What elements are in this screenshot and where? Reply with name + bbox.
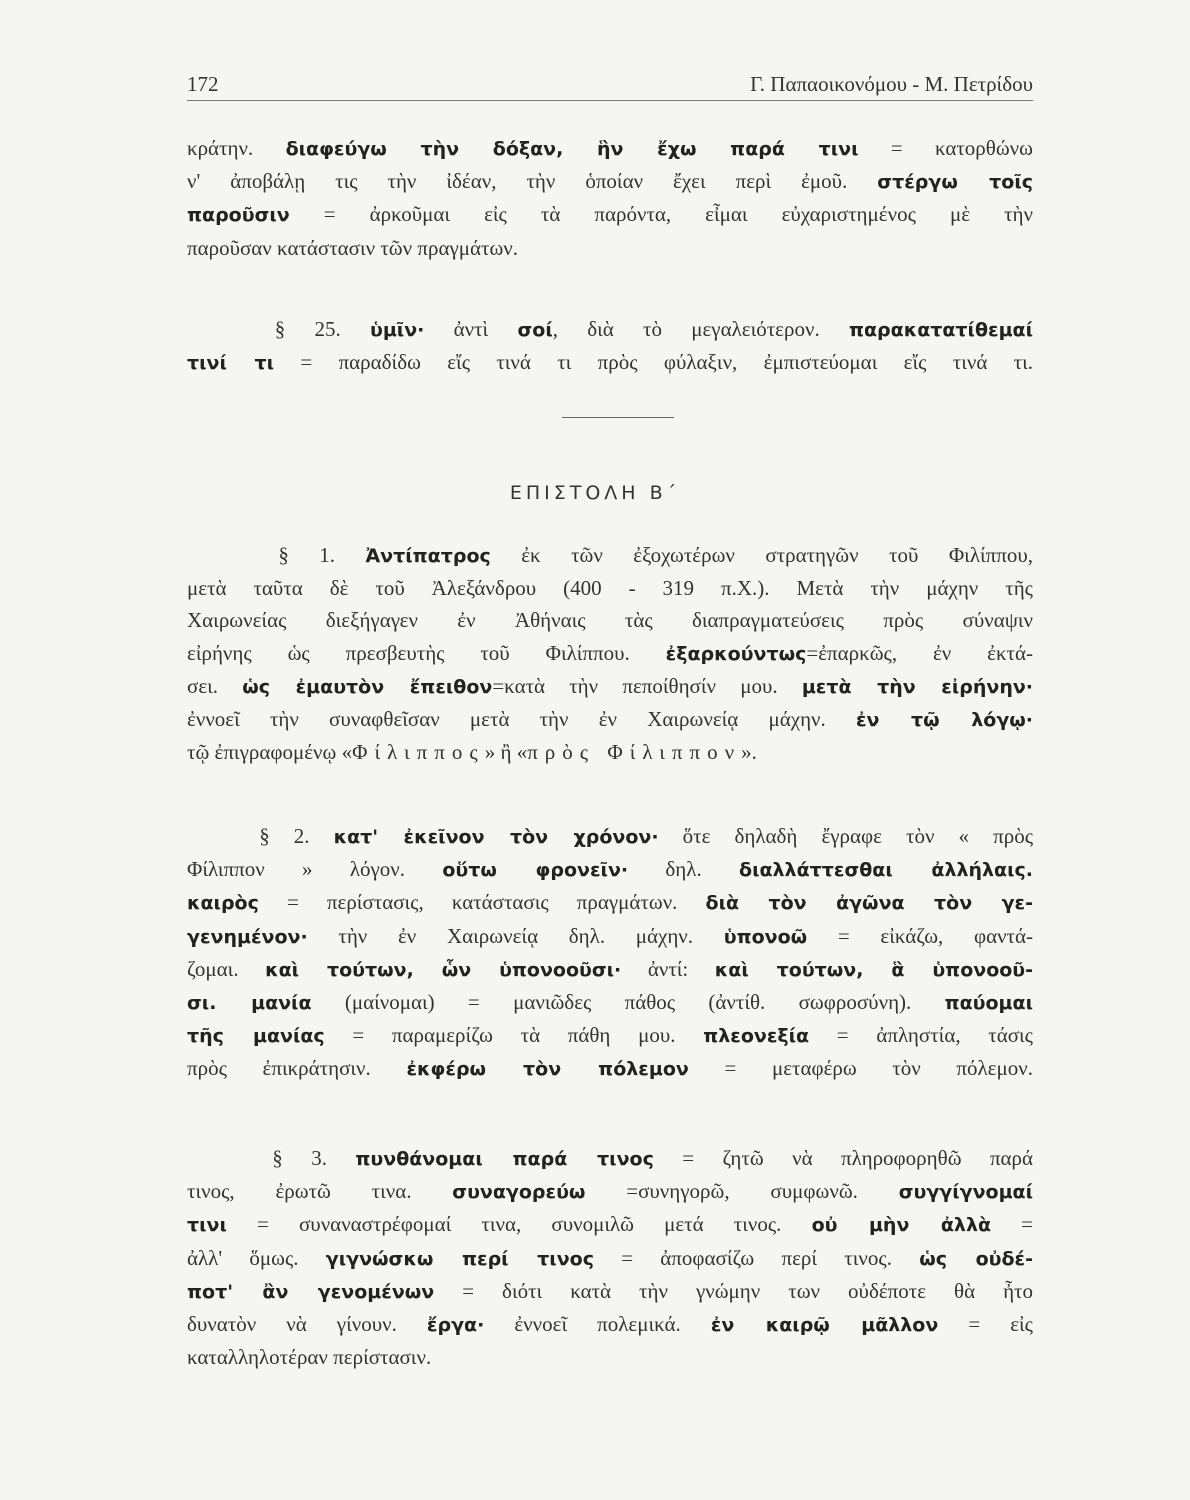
text-line: γενημένον· τὴν ἐν Χαιρωνείᾳ δηλ. μάχην. ὑπονοῶ = εἰκάζω, φαντά- — [187, 923, 1033, 948]
text-line: ν' ἀποβάλῃ τις τὴν ἰδέαν, τὴν ὁποίαν ἔχει περὶ ἐμοῦ. στέργω τοῖς — [187, 169, 1034, 194]
paragraph-1 — [187, 132, 1033, 264]
paragraph-5 — [187, 1142, 1033, 1373]
text-line: § 2. κατ' ἐκεῖνον τὸν χρόνον· ὅτε δηλαδὴ ἔγραφε τὸν « πρὸς — [259, 824, 1034, 848]
text-line: § 1. Ἀντίπατρος ἐκ τῶν ἐξοχωτέρων στρατηγῶν τοῦ Φιλίππου, — [278, 543, 1034, 567]
text-line: ποτ' ἂν γενομένων = διότι κατὰ τὴν γνώμην των οὐδέποτε θὰ ἦτο — [187, 1278, 1033, 1303]
text-line: πρὸς ἐπικράτησιν. ἐκφέρω τὸν πόλεμον = μεταφέρω τὸν πόλεμον. — [187, 1056, 1034, 1081]
text-line: τινι = συναναστρέφομαί τινα, συνομιλῶ μετά τινος. οὐ μὴν ἀλλὰ = — [187, 1212, 1034, 1237]
text-line: δυνατὸν νὰ γίνουν. ἔργα· ἐννοεῖ πολεμικά. ἐν καιρῷ μᾶλλον = εἰς — [187, 1312, 1033, 1337]
text-line: ζομαι. καὶ τούτων, ὧν ὑπονοοῦσι· ἀντί: καὶ τούτων, ἃ ὑπονοοῦ- — [187, 956, 1034, 981]
text-line: ἀλλ' ὅμως. γιγνώσκω περί τινος = ἀποφασίζω περί τινος. ὡς οὐδέ- — [187, 1245, 1033, 1270]
text-line: μετὰ ταῦτα δὲ τοῦ Ἀλεξάνδρου (400 - 319 π.Χ.). Μετὰ τὴν μάχην τῆς — [187, 576, 1033, 601]
text-line: παροῦσαν κατάστασιν τῶν πραγμάτων. — [187, 235, 519, 260]
text-line: τῷ ἐπιγραφομένῳ «Φίλιππος» ἢ «πρὸς Φίλιππον». — [187, 740, 757, 765]
text-line: σι. μανία (μαίνομαι) = μανιῶδες πάθος (ἀντίθ. σωφροσύνη). παύομαι — [187, 990, 1033, 1015]
text-line: παροῦσιν = ἀρκοῦμαι εἰς τὰ παρόντα, εἶμαι εὐχαριστημένος μὲ τὴν — [187, 202, 1033, 227]
text-line: καιρὸς = περίστασις, κατάστασις πραγμάτων. διὰ τὸν ἀγῶνα τὸν γε- — [187, 890, 1033, 915]
page-number: 172 — [187, 72, 219, 96]
text-line: τῆς μανίας = παραμερίζω τὰ πάθη μου. πλεονεξία = ἀπληστία, τάσις — [187, 1023, 1033, 1048]
text-line: Φίλιππον » λόγον. οὕτω φρονεῖν· δηλ. διαλλάττεσθαι ἀλλήλαις. — [187, 857, 1033, 882]
text-line: § 3. πυνθάνομαι παρά τινος = ζητῶ νὰ πληροφορηθῶ παρά — [272, 1146, 1034, 1170]
page-header — [187, 66, 1033, 101]
section-divider — [562, 417, 674, 418]
paragraph-4 — [187, 820, 1033, 1086]
paragraph-3 — [187, 539, 1033, 768]
running-title: Γ. Παπαοικονόμου - Μ. Πετρίδου — [750, 72, 1033, 96]
text-line: ἐννοεῖ τὴν συναφθεῖσαν μετὰ τὴν ἐν Χαιρωνείᾳ μάχην. ἐν τῷ λόγῳ· — [187, 707, 1033, 732]
text-line: εἰρήνης ὡς πρεσβευτὴς τοῦ Φιλίππου. ἐξαρκούντως=ἐπαρκῶς, ἐν ἐκτά- — [187, 640, 1033, 665]
text-line: κράτην. διαφεύγω τὴν δόξαν, ἣν ἔχω παρά τινι = κατορθώνω — [187, 136, 1033, 160]
text-line: τινί τι = παραδίδω εἴς τινά τι πρὸς φύλαξιν, ἐμπιστεύομαι εἴς τινά τι. — [187, 350, 1033, 375]
section-title: ΕΠΙΣΤΟΛΗ Β΄ — [509, 482, 681, 504]
text-line: σει. ὡς ἐμαυτὸν ἔπειθον=κατὰ τὴν πεποίθησίν μου. μετὰ τὴν εἰρήνην· — [187, 673, 1034, 698]
text-line: Χαιρωνείας διεξήγαγεν ἐν Ἀθήναις τὰς διαπραγματεύσεις πρὸς σύναψιν — [187, 608, 1033, 633]
text-line: καταλληλοτέραν περίστασιν. — [187, 1345, 432, 1370]
text-line: τινος, ἐρωτῶ τινα. συναγορεύω =συνηγορῶ, συμφωνῶ. συγγίγνομαί — [187, 1179, 1034, 1204]
text-line: § 25. ὑμῖν· ἀντὶ σοί, διὰ τὸ μεγαλειότερον. παρακατατίθεμαί — [274, 317, 1034, 341]
paragraph-2 — [187, 313, 1033, 379]
